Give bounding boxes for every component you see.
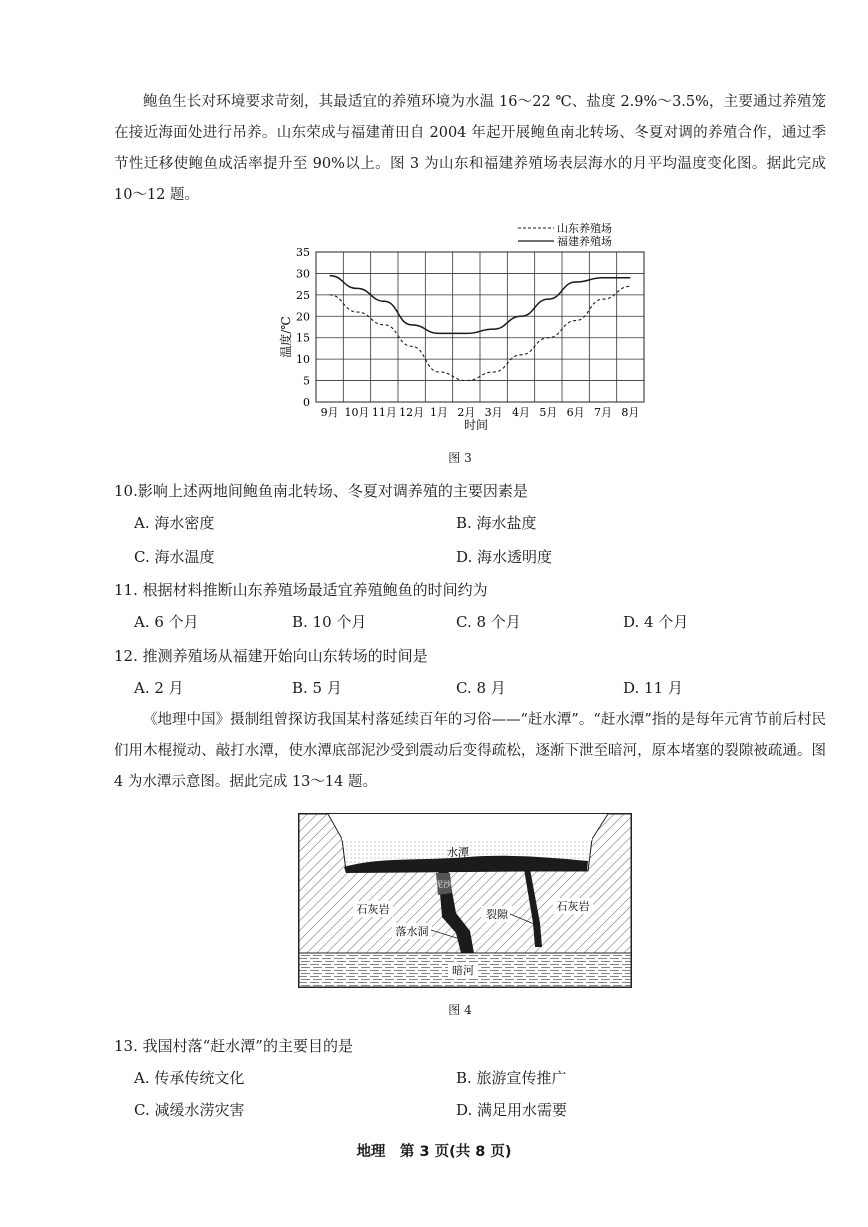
question-12-stem: 12. 推测养殖场从福建开始向山东转场的时间是 [114,647,428,665]
q11-option-a[interactable]: A. 6 个月 [134,613,199,631]
x-tick-label: 4月 [512,406,530,419]
limestone-left-label: 石灰岩 [356,903,390,916]
y-tick-label: 30 [296,267,310,281]
y-tick-label: 10 [296,353,310,367]
river-label: 暗河 [452,964,474,977]
x-tick-label: 5月 [539,406,558,419]
legend-label: 山东养殖场 [557,222,612,235]
mud-label: 泥沙 [435,880,451,889]
intro-paragraph-1: 鲍鱼生长对环境要求苛刻，其最适宜的养殖环境为水温 16～22 ℃、盐度 2.9%～3.5%，主要通过养殖笼在接近海面处进行吊养。山东荣成与福建莆田自 2004 年起开展鲍鱼南北转场、冬夏对调的养殖合作，通过季节性迁移使鲍鱼成活率提升至 90%以上。图 3 为山东和福建养殖场表层海水的月平均温度变化图。据此完成 10～12 题。 [114,94,826,203]
x-tick-label: 11月 [371,406,397,419]
legend-label: 福建养殖场 [557,235,612,248]
y-tick-label: 25 [296,288,310,302]
q11-option-c[interactable]: C. 8 个月 [456,613,521,631]
question-10-stem: 10.影响上述两地间鲍鱼南北转场、冬夏对调养殖的主要因素是 [114,482,528,500]
q10-option-c[interactable]: C. 海水温度 [134,548,215,566]
intro-paragraph-2: 《地理中国》摄制组曾探访我国某村落延续百年的习俗——“赶水潭”。“赶水潭”指的是每年元宵节前后村民们用木棍搅动、敲打水潭，使水潭底部泥沙受到震动后变得疏松，逐渐下泄至暗河，原本堵塞的裂隙被疏通。图 4 为水潭示意图。据此完成 13～14 题。 [114,712,826,790]
q11-option-d[interactable]: D. 4 个月 [623,613,689,631]
y-tick-label: 5 [303,374,310,388]
q12-option-b[interactable]: B. 5 月 [292,679,342,697]
x-tick-label: 3月 [484,406,503,419]
sinkhole-label: 落水洞 [395,925,429,938]
y-tick-label: 0 [303,396,310,409]
y-axis-label: 温度/℃ [279,316,293,358]
q10-option-b[interactable]: B. 海水盐度 [456,514,537,532]
x-tick-label: 9月 [320,406,339,419]
temperature-line-chart [270,222,670,437]
x-tick-label: 2月 [457,406,476,419]
figure-3-caption: 图 3 [448,451,472,465]
q12-option-a[interactable]: A. 2 月 [134,679,184,697]
q10-option-a[interactable]: A. 海水密度 [134,514,215,532]
q13-option-c[interactable]: C. 减缓水涝灾害 [134,1101,245,1119]
question-11-stem: 11. 根据材料推断山东养殖场最适宜养殖鲍鱼的时间约为 [114,581,488,599]
y-tick-label: 20 [296,310,310,324]
q13-option-b[interactable]: B. 旅游宣传推广 [456,1069,567,1087]
x-tick-label: 10月 [344,406,370,419]
limestone-right-label: 石灰岩 [556,900,590,913]
x-tick-label: 1月 [430,406,448,419]
q11-option-b[interactable]: B. 10 个月 [292,613,367,631]
figure-4-caption: 图 4 [448,1003,472,1017]
q13-option-a[interactable]: A. 传承传统文化 [134,1069,245,1087]
pool-label: 水潭 [447,846,469,859]
x-tick-label: 12月 [399,406,425,419]
question-13-stem: 13. 我国村落“赶水潭”的主要目的是 [114,1037,353,1055]
q10-option-d[interactable]: D. 海水透明度 [456,548,553,566]
y-tick-label: 15 [296,331,310,345]
y-tick-label: 35 [296,246,310,259]
q13-option-d[interactable]: D. 满足用水需要 [456,1101,568,1119]
x-tick-label: 8月 [621,406,640,419]
x-axis-label: 时间 [463,418,489,432]
pool-cross-section-diagram [298,813,632,988]
page-footer: 地理 第 3 页(共 8 页) [356,1144,512,1160]
q12-option-d[interactable]: D. 11 月 [623,679,683,697]
q12-option-c[interactable]: C. 8 月 [456,679,506,697]
x-tick-label: 6月 [566,406,585,419]
fissure-label: 裂隙 [486,908,508,921]
x-tick-label: 7月 [594,406,612,419]
